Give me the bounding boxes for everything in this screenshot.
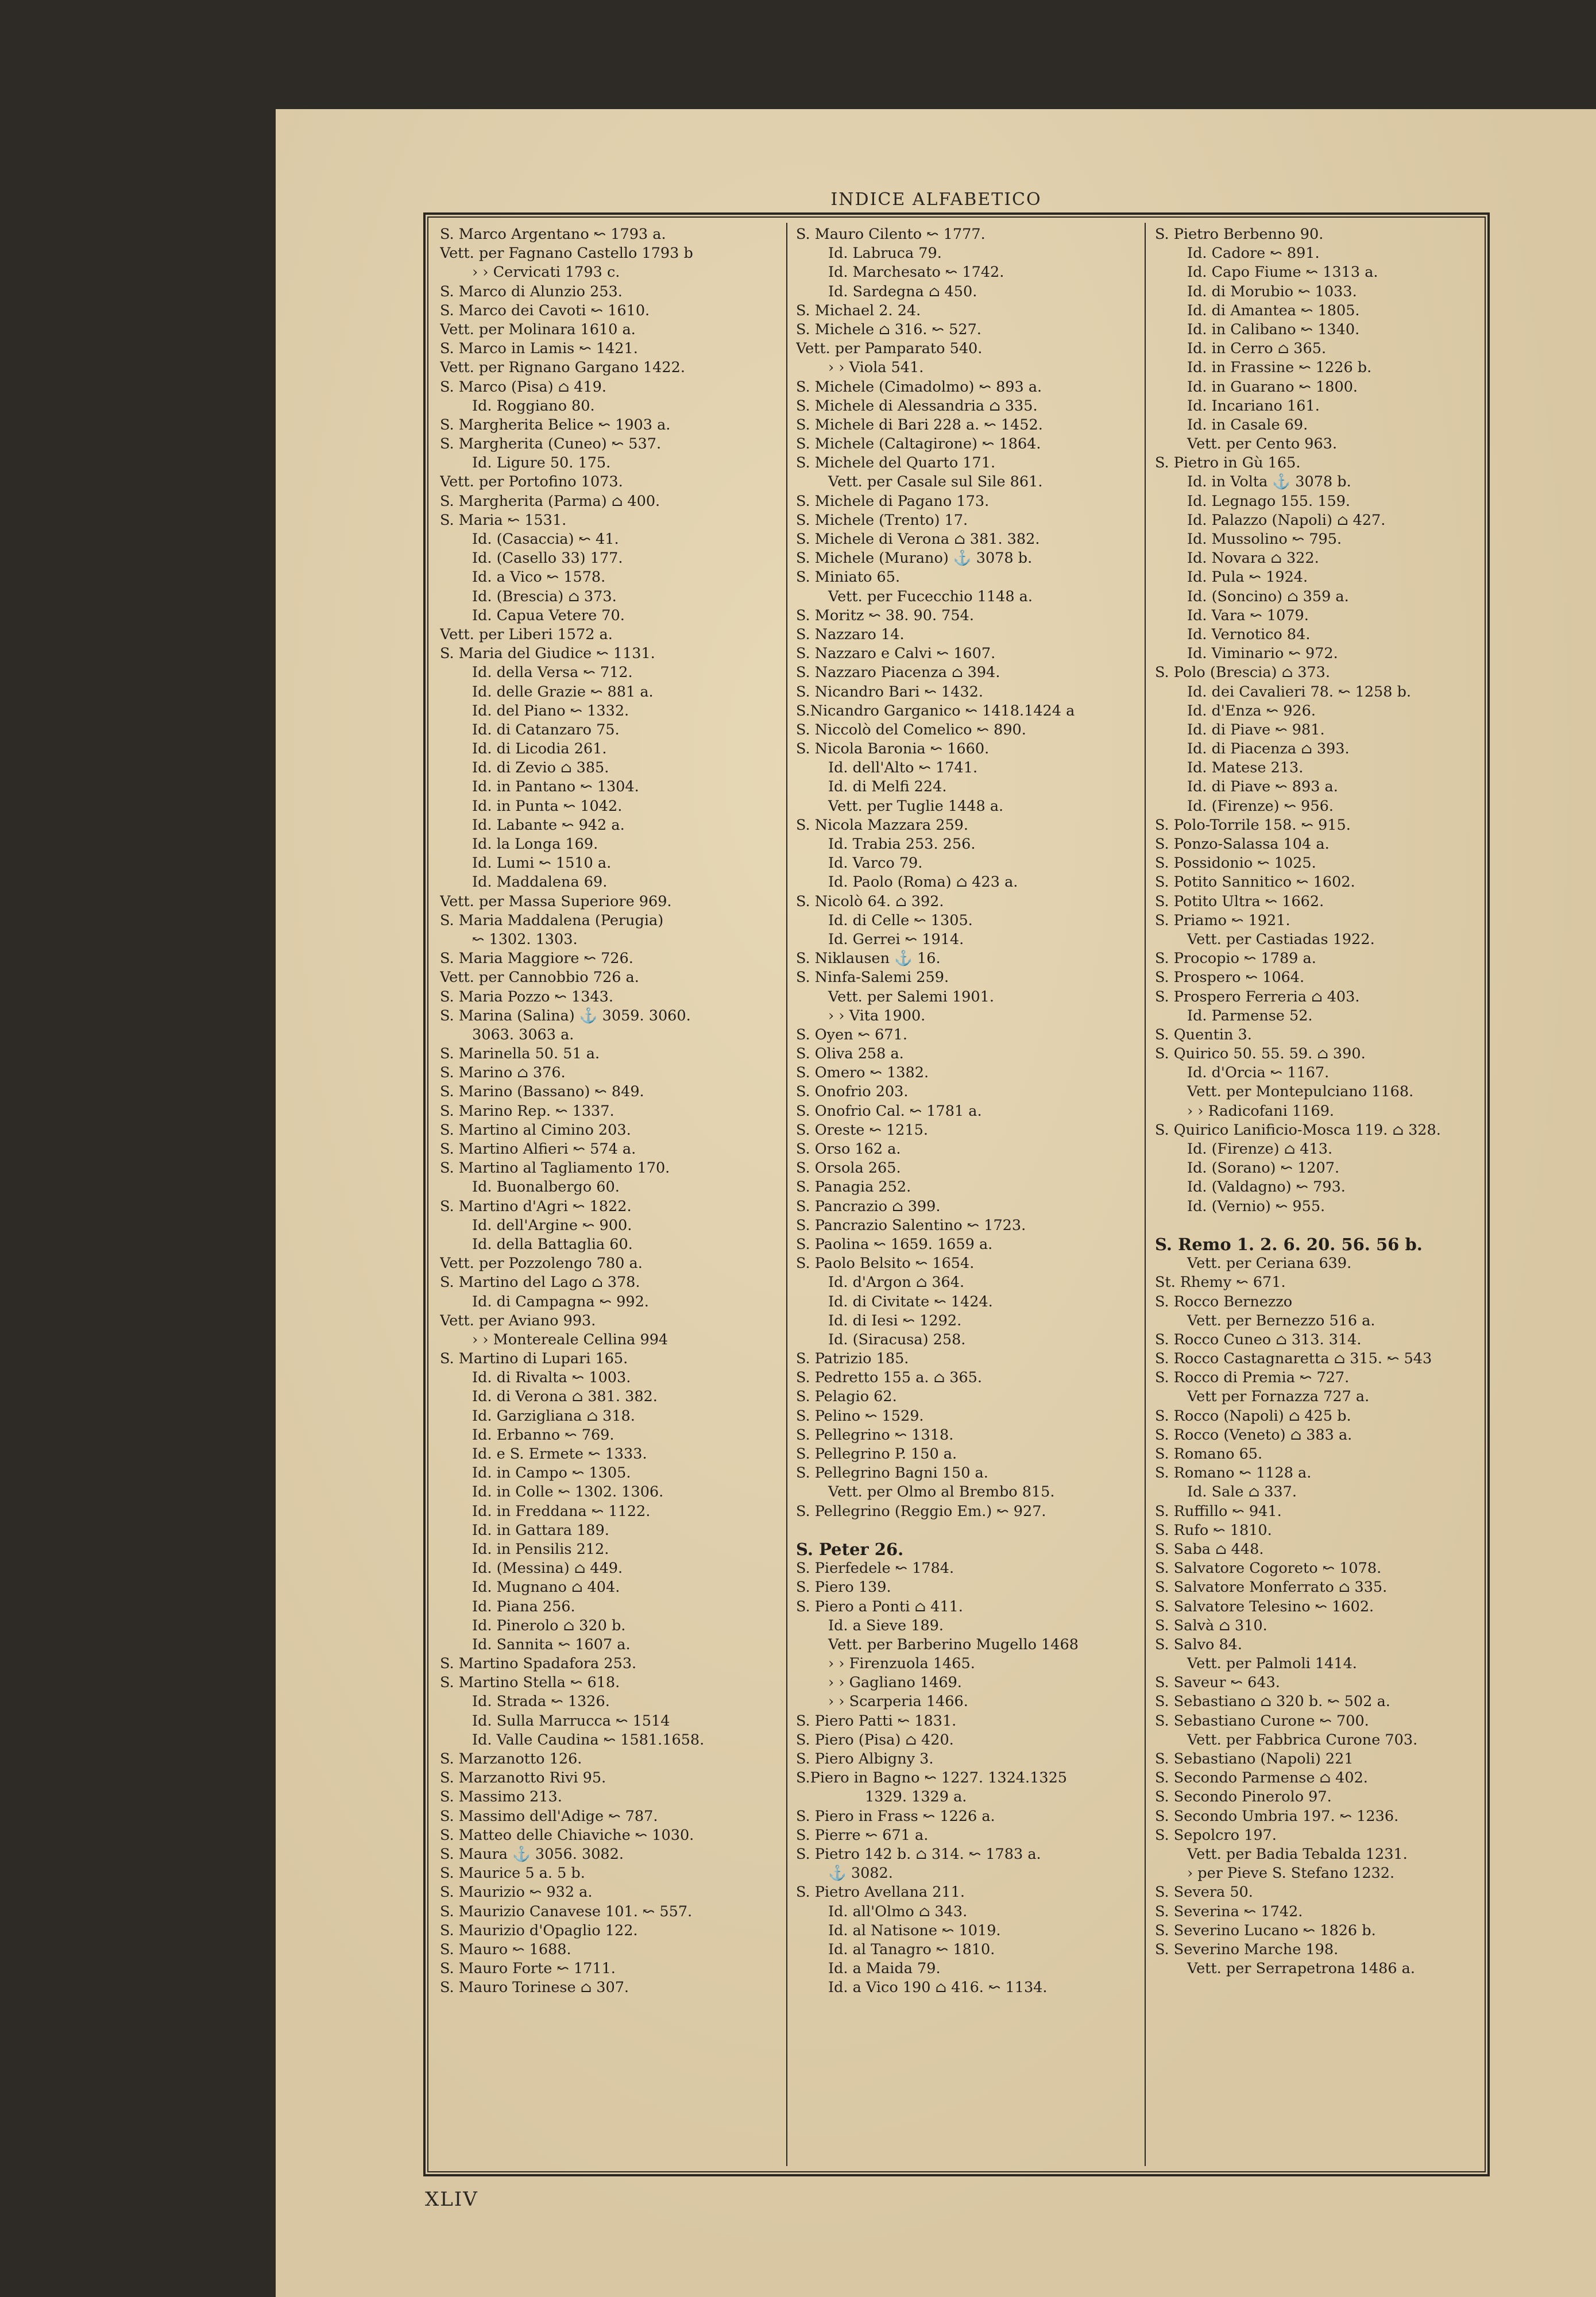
index-entry: S. Maria Pozzo ↜ 1343. [440, 988, 614, 1006]
index-entry: › per Pieve S. Stefano 1232. [1187, 1865, 1395, 1882]
index-entry: S. Miniato 65. [796, 569, 901, 586]
index-entry: Id. (Brescia) ⌂ 373. [472, 587, 617, 605]
index-entry: S. Omero ↜ 1382. [796, 1064, 929, 1082]
index-entry: Vett. per Casale sul Sile 861. [828, 473, 1043, 491]
index-entry: Id. Incariano 161. [1187, 397, 1320, 415]
index-entry: Id. in Colle ↜ 1302. 1306. [472, 1483, 664, 1501]
index-entry: S. Marco Argentano ↜ 1793 a. [440, 226, 666, 243]
index-entry: S. Marco in Lamis ↜ 1421. [440, 340, 638, 358]
index-entry: S. Oyen ↜ 671. [796, 1026, 907, 1043]
index-entry: S. Mauro Cilento ↜ 1777. [796, 226, 986, 243]
index-entry: S. Onofrio 203. [796, 1083, 909, 1101]
index-entry: S. Maurice 5 a. 5 b. [440, 1865, 585, 1882]
index-entry: S. Severino Marche 198. [1155, 1940, 1339, 1958]
index-entry: S. Pierre ↜ 671 a. [796, 1826, 929, 1844]
index-entry: Id. a Vico 190 ⌂ 416. ↜ 1134. [828, 1979, 1048, 1997]
index-entry: S. Martino Alfieri ↜ 574 a. [440, 1140, 636, 1158]
index-entry: Vett. per Fucecchio 1148 a. [828, 587, 1033, 605]
index-entry: Vett. per Olmo al Brembo 815. [828, 1483, 1055, 1501]
index-entry: S. Michael 2. 24. [796, 301, 921, 319]
index-entry: S. Martino al Tagliamento 170. [440, 1159, 670, 1177]
index-entry: S. Michele di Verona ⌂ 381. 382. [796, 531, 1040, 548]
index-entry: S. Rocco di Premia ↜ 727. [1155, 1369, 1350, 1387]
index-entry: S. Prospero ↜ 1064. [1155, 969, 1305, 987]
index-entry: S. Severina ↜ 1742. [1155, 1902, 1303, 1920]
index-entry: Id. (Messina) ⌂ 449. [472, 1560, 623, 1577]
index-entry: S. Quirico Lanificio-Mosca 119. ⌂ 328. [1155, 1121, 1441, 1139]
index-entry: Id. Mussolino ↜ 795. [1187, 531, 1342, 548]
index-entry: S. Rocco Castagnaretta ⌂ 315. ↜ 543 [1155, 1350, 1432, 1368]
index-entry: Vett. per Aviano 993. [440, 1312, 596, 1329]
index-entry: 3063. 3063 a. [472, 1026, 574, 1043]
index-entry: S. Pancrazio Salentino ↜ 1723. [796, 1216, 1026, 1234]
index-entry: Id. Cadore ↜ 891. [1187, 245, 1320, 262]
page [276, 109, 1596, 2297]
index-entry: S. Pietro Avellana 211. [796, 1884, 965, 1901]
index-entry: Vett. per Serrapetrona 1486 a. [1187, 1960, 1415, 1978]
index-entry: S. Saveur ↜ 643. [1155, 1674, 1280, 1692]
index-entry: S. Rocco (Napoli) ⌂ 425 b. [1155, 1407, 1351, 1425]
index-entry: ↜ 1302. 1303. [472, 930, 578, 948]
index-entry: S. Salvà ⌂ 310. [1155, 1617, 1267, 1634]
index-entry: S. Piero Patti ↜ 1831. [796, 1712, 957, 1730]
index-entry: S. Paolo Belsito ↜ 1654. [796, 1255, 975, 1273]
index-entry: S. Oreste ↜ 1215. [796, 1121, 928, 1139]
index-entry: Id. dei Cavalieri 78. ↜ 1258 b. [1187, 683, 1412, 701]
index-entry: Id. a Vico ↜ 1578. [472, 569, 606, 586]
index-entry: S. Rocco Cuneo ⌂ 313. 314. [1155, 1331, 1362, 1348]
page-number: XLIV [425, 2188, 478, 2211]
index-entry: Id. Trabia 253. 256. [828, 836, 976, 853]
index-entry: S. Pietro in Gù 165. [1155, 454, 1301, 472]
index-entry: S. Maria Maggiore ↜ 726. [440, 950, 633, 968]
index-entry: Id. Erbanno ↜ 769. [472, 1426, 615, 1444]
index-entry: S. Nicola Baronia ↜ 1660. [796, 740, 990, 758]
column-rule [1145, 223, 1146, 2166]
index-entry: S. Sepolcro 197. [1155, 1826, 1277, 1844]
index-entry: Id. di Piave ↜ 981. [1187, 721, 1325, 738]
index-entry: Id. Mugnano ⌂ 404. [472, 1579, 620, 1596]
index-entry: Id. Matese 213. [1187, 759, 1304, 777]
index-entry: Id. la Longa 169. [472, 836, 598, 853]
index-entry: Id. al Tanagro ↜ 1810. [828, 1940, 995, 1958]
index-entry: Vett. per Pozzolengo 780 a. [440, 1255, 643, 1273]
index-entry: S. Niklausen ⚓ 16. [796, 950, 941, 968]
index-entry: S. Michele del Quarto 171. [796, 454, 996, 472]
index-entry: Id. Sannita ↜ 1607 a. [472, 1635, 631, 1653]
index-entry: Id. Vernotico 84. [1187, 625, 1311, 643]
index-entry: S. Nicolò 64. ⌂ 392. [796, 892, 944, 910]
index-entry: S. Nazzaro Piacenza ⌂ 394. [796, 664, 1000, 682]
index-entry: Id. Piana 256. [472, 1598, 575, 1615]
index-entry: Id. Valle Caudina ↜ 1581.1658. [472, 1731, 705, 1749]
index-entry: S. Nazzaro 14. [796, 625, 905, 643]
index-entry: S. Mauro ↜ 1688. [440, 1940, 571, 1958]
index-entry: S. Nazzaro e Calvi ↜ 1607. [796, 645, 996, 663]
index-entry: Id. Sardegna ⌂ 450. [828, 283, 977, 300]
index-entry: Id. Labruca 79. [828, 245, 942, 262]
index-entry: S. Oliva 258 a. [796, 1045, 904, 1063]
index-entry: S. Quentin 3. [1155, 1026, 1252, 1043]
index-entry: Vett. per Fagnano Castello 1793 b [440, 245, 693, 262]
index-entry: Id. Pula ↜ 1924. [1187, 569, 1308, 586]
index-entry: S. Piero 139. [796, 1579, 891, 1596]
index-entry: S. Mauro Forte ↜ 1711. [440, 1960, 616, 1978]
index-column-3 [1155, 225, 1482, 2168]
index-entry: Id. di Licodia 261. [472, 740, 607, 758]
index-entry: › › Firenzuola 1465. [828, 1655, 975, 1673]
index-entry: Id. (Casaccia) ↜ 41. [472, 531, 619, 548]
index-entry: Id. Capua Vetere 70. [472, 606, 625, 624]
index-entry: S. Nicola Mazzara 259. [796, 816, 968, 834]
index-entry: S. Panagia 252. [796, 1178, 911, 1196]
index-entry: Id. (Soncino) ⌂ 359 a. [1187, 587, 1349, 605]
index-entry: Id. di Campagna ↜ 992. [472, 1293, 649, 1310]
index-entry: Id. in Punta ↜ 1042. [472, 797, 623, 815]
index-entry: S. Pelagio 62. [796, 1388, 897, 1406]
index-entry: Id. delle Grazie ↜ 881 a. [472, 683, 654, 701]
index-entry: S. Priamo ↜ 1921. [1155, 911, 1290, 929]
index-entry: S. Maurizio ↜ 932 a. [440, 1884, 593, 1901]
index-entry: Vett. per Cannobbio 726 a. [440, 969, 639, 987]
index-entry: S. Orso 162 a. [796, 1140, 901, 1158]
index-entry: Id. Marchesato ↜ 1742. [828, 264, 1004, 281]
index-entry: Id. in Calibano ↜ 1340. [1187, 320, 1360, 338]
index-entry: S. Matteo delle Chiaviche ↜ 1030. [440, 1826, 694, 1844]
index-entry: S. Marina (Salina) ⚓ 3059. 3060. [440, 1007, 691, 1024]
index-entry: Id. in Guarano ↜ 1800. [1187, 378, 1358, 396]
index-entry: Id. in Campo ↜ 1305. [472, 1464, 631, 1482]
index-entry: Id. Lumi ↜ 1510 a. [472, 854, 612, 872]
index-entry: S. Pellegrino ↜ 1318. [796, 1426, 954, 1444]
index-entry: Vett. per Fabbrica Curone 703. [1187, 1731, 1418, 1749]
index-entry: › › Cervicati 1793 c. [472, 264, 620, 281]
index-entry: S. Massimo 213. [440, 1788, 562, 1806]
index-entry: Id. d'Orcia ↜ 1167. [1187, 1064, 1330, 1082]
index-entry: S. Marco di Alunzio 253. [440, 283, 623, 300]
index-entry: S. Martino d'Agri ↜ 1822. [440, 1197, 632, 1215]
index-entry: Id. Varco 79. [828, 854, 923, 872]
index-entry: S. Margherita (Cuneo) ↜ 537. [440, 435, 662, 453]
index-entry: S. Mauro Torinese ⌂ 307. [440, 1979, 629, 1997]
index-entry: Id. Vara ↜ 1079. [1187, 606, 1309, 624]
index-entry: Vett. per Cento 963. [1187, 435, 1338, 453]
index-entry: S. Remo 1. 2. 6. 20. 56. 56 b. [1155, 1234, 1423, 1254]
index-entry: S. Michele di Pagano 173. [796, 492, 990, 510]
index-entry: Vett per Fornazza 727 a. [1187, 1388, 1370, 1406]
index-entry: S. Paolina ↜ 1659. 1659 a. [796, 1235, 993, 1253]
index-entry: Vett. per Rignano Gargano 1422. [440, 359, 685, 377]
index-entry: Vett. per Palmoli 1414. [1187, 1655, 1357, 1673]
index-entry: S. Procopio ↜ 1789 a. [1155, 950, 1316, 968]
index-entry: S. Rocco Bernezzo [1155, 1293, 1293, 1310]
index-entry: S. Michele (Murano) ⚓ 3078 b. [796, 550, 1033, 567]
index-entry: S. Marco dei Cavoti ↜ 1610. [440, 301, 650, 319]
index-column-1 [440, 225, 779, 2168]
index-entry: Id. Ligure 50. 175. [472, 454, 611, 472]
index-entry: S. Secondo Pinerolo 97. [1155, 1788, 1332, 1806]
index-entry: › › Scarperia 1466. [828, 1693, 968, 1711]
index-entry: S. Martino Stella ↜ 618. [440, 1674, 620, 1692]
index-entry: S. Salvo 84. [1155, 1635, 1243, 1653]
index-entry: St. Rhemy ↜ 671. [1155, 1274, 1286, 1291]
index-entry: S. Rufo ↜ 1810. [1155, 1521, 1272, 1539]
index-entry: Id. Labante ↜ 942 a. [472, 816, 625, 834]
index-entry: Vett. per Ceriana 639. [1187, 1255, 1352, 1273]
index-entry: S. Piero (Pisa) ⌂ 420. [796, 1731, 954, 1749]
index-entry: Id. dell'Alto ↜ 1741. [828, 759, 978, 777]
index-entry: 1329. 1329 a. [865, 1788, 967, 1806]
index-entry: S. Massimo dell'Adige ↜ 787. [440, 1807, 658, 1825]
index-entry: S. Marino Rep. ↜ 1337. [440, 1102, 615, 1120]
index-entry: S. Severino Lucano ↜ 1826 b. [1155, 1921, 1376, 1939]
index-entry: S. Pierfedele ↜ 1784. [796, 1560, 954, 1577]
index-entry: S. Martino al Cimino 203. [440, 1121, 631, 1139]
index-entry: Id. (Casello 33) 177. [472, 550, 623, 567]
index-entry: Vett. per Massa Superiore 969. [440, 892, 672, 910]
index-entry: S. Patrizio 185. [796, 1350, 909, 1368]
index-entry: Id. Sale ⌂ 337. [1187, 1483, 1297, 1501]
page-header: INDICE ALFABETICO [830, 190, 1042, 210]
index-entry: S. Ruffillo ↜ 941. [1155, 1502, 1282, 1520]
index-column-2 [796, 225, 1135, 2168]
index-entry: S. Margherita Belice ↜ 1903 a. [440, 416, 671, 434]
index-entry: Id. all'Olmo ⌂ 343. [828, 1902, 968, 1920]
index-entry: S. Marino ⌂ 376. [440, 1064, 566, 1082]
index-entry: S. Romano 65. [1155, 1445, 1263, 1463]
index-entry: S. Michele (Caltagirone) ↜ 1864. [796, 435, 1041, 453]
index-entry: S. Maurizio d'Opaglio 122. [440, 1921, 638, 1939]
index-entry: S. Polo (Brescia) ⌂ 373. [1155, 664, 1330, 682]
index-entry: ⚓ 3082. [828, 1865, 893, 1882]
index-entry: S. Marino (Bassano) ↜ 849. [440, 1083, 644, 1101]
index-entry: Id. e S. Ermete ↜ 1333. [472, 1445, 647, 1463]
index-entry: Id. Viminario ↜ 972. [1187, 645, 1338, 663]
index-entry: S. Quirico 50. 55. 59. ⌂ 390. [1155, 1045, 1366, 1063]
index-entry: Id. a Maida 79. [828, 1960, 941, 1978]
index-entry: S. Possidonio ↜ 1025. [1155, 854, 1316, 872]
index-entry: › › Radicofani 1169. [1187, 1102, 1335, 1120]
index-entry: Id. d'Argon ⌂ 364. [828, 1274, 965, 1291]
index-entry: S. Marco (Pisa) ⌂ 419. [440, 378, 606, 396]
index-entry [1155, 1216, 1482, 1235]
index-entry: Id. al Natisone ↜ 1019. [828, 1921, 1001, 1939]
index-entry: Id. di Piave ↜ 893 a. [1187, 778, 1338, 796]
index-entry: Vett. per Liberi 1572 a. [440, 625, 613, 643]
index-entry: S. Martino Spadafora 253. [440, 1655, 637, 1673]
index-entry: S. Marzanotto 126. [440, 1750, 582, 1768]
index-entry: S. Maurizio Canavese 101. ↜ 557. [440, 1902, 693, 1920]
index-entry: Id. Garzigliana ⌂ 318. [472, 1407, 635, 1425]
index-entry: S. Piero in Frass ↜ 1226 a. [796, 1807, 995, 1825]
index-entry: Id. d'Enza ↜ 926. [1187, 702, 1316, 720]
index-entry: S. Secondo Parmense ⌂ 402. [1155, 1769, 1368, 1787]
index-entry: S. Maura ⚓ 3056. 3082. [440, 1845, 624, 1863]
index-entry: Id. della Battaglia 60. [472, 1235, 633, 1253]
index-entry: S. Pietro Berbenno 90. [1155, 226, 1324, 243]
index-entry: › › Viola 541. [828, 359, 924, 377]
index-entry: Vett. per Molinara 1610 a. [440, 320, 636, 338]
index-entry: Id. del Piano ↜ 1332. [472, 702, 629, 720]
index-entry: Id. Roggiano 80. [472, 397, 595, 415]
index-entry: S.Piero in Bagno ↜ 1227. 1324.1325 [796, 1769, 1068, 1787]
index-entry: Id. Parmense 52. [1187, 1007, 1313, 1024]
index-entry: S. Marinella 50. 51 a. [440, 1045, 600, 1063]
index-entry: Vett. per Barberino Mugello 1468 [828, 1635, 1079, 1653]
index-entry: › › Gagliano 1469. [828, 1674, 962, 1692]
index-entry: Id. Buonalbergo 60. [472, 1178, 620, 1196]
index-entry: S. Pelino ↜ 1529. [796, 1407, 924, 1425]
index-entry: S. Polo-Torrile 158. ↜ 915. [1155, 816, 1351, 834]
index-entry: Id. (Firenze) ↜ 956. [1187, 797, 1334, 815]
index-entry: S. Maria del Giudice ↜ 1131. [440, 645, 655, 663]
index-entry: Id. a Sieve 189. [828, 1617, 944, 1634]
index-entry: S. Michele (Cimadolmo) ↜ 893 a. [796, 378, 1042, 396]
index-entry: › › Montereale Cellina 994 [472, 1331, 668, 1348]
index-entry: S. Salvatore Monferrato ⌂ 335. [1155, 1579, 1388, 1596]
index-entry: Id. di Amantea ↜ 1805. [1187, 301, 1360, 319]
index-entry: Id. in Cerro ⌂ 365. [1187, 340, 1327, 358]
index-entry: S. Piero a Ponti ⌂ 411. [796, 1598, 963, 1615]
index-entry: S. Moritz ↜ 38. 90. 754. [796, 606, 974, 624]
index-entry: Id. in Frassine ↜ 1226 b. [1187, 359, 1372, 377]
index-entry: Id. dell'Argine ↜ 900. [472, 1216, 632, 1234]
index-entry: S. Maria ↜ 1531. [440, 511, 567, 529]
index-entry: Vett. per Portofino 1073. [440, 473, 623, 491]
index-entry [796, 1521, 1135, 1540]
index-entry: Id. Legnago 155. 159. [1187, 492, 1351, 510]
index-entry: Vett. per Badia Tebalda 1231. [1187, 1845, 1408, 1863]
index-entry: S. Potito Sannitico ↜ 1602. [1155, 873, 1355, 891]
index-entry: Id. Paolo (Roma) ⌂ 423 a. [828, 873, 1018, 891]
index-entry: S. Pancrazio ⌂ 399. [796, 1197, 941, 1215]
index-entry: S. Romano ↜ 1128 a. [1155, 1464, 1312, 1482]
index-entry: Id. della Versa ↜ 712. [472, 664, 633, 682]
index-entry: Id. (Valdagno) ↜ 793. [1187, 1178, 1346, 1196]
index-entry: S. Pedretto 155 a. ⌂ 365. [796, 1369, 982, 1387]
index-entry: Id. di Iesi ↜ 1292. [828, 1312, 962, 1329]
index-entry: Id. Pinerolo ⌂ 320 b. [472, 1617, 626, 1634]
index-entry: S. Rocco (Veneto) ⌂ 383 a. [1155, 1426, 1352, 1444]
index-entry: Id. in Gattara 189. [472, 1521, 609, 1539]
index-entry: S. Nicandro Bari ↜ 1432. [796, 683, 983, 701]
index-entry: S. Pellegrino P. 150 a. [796, 1445, 957, 1463]
index-entry: S. Sebastiano ⌂ 320 b. ↜ 502 a. [1155, 1693, 1390, 1711]
index-entry: S. Pellegrino (Reggio Em.) ↜ 927. [796, 1502, 1046, 1520]
index-entry: Id. (Siracusa) 258. [828, 1331, 966, 1348]
index-entry: Id. Maddalena 69. [472, 873, 608, 891]
index-entry: Id. Strada ↜ 1326. [472, 1693, 610, 1711]
index-entry: S. Marzanotto Rivi 95. [440, 1769, 606, 1787]
index-entry: S. Michele (Trento) 17. [796, 511, 968, 529]
index-entry: Id. Capo Fiume ↜ 1313 a. [1187, 264, 1378, 281]
index-entry: Id. di Catanzaro 75. [472, 721, 620, 738]
index-entry: S. Pellegrino Bagni 150 a. [796, 1464, 988, 1482]
index-entry: S. Salvatore Cogoreto ↜ 1078. [1155, 1560, 1382, 1577]
column-rule [786, 223, 787, 2166]
index-entry: S. Sebastiano Curone ↜ 700. [1155, 1712, 1369, 1730]
index-entry: Id. in Freddana ↜ 1122. [472, 1502, 651, 1520]
index-entry: S. Piero Albigny 3. [796, 1750, 934, 1768]
index-entry: S. Orsola 265. [796, 1159, 901, 1177]
index-entry: S. Sebastiano (Napoli) 221 [1155, 1750, 1354, 1768]
index-entry: S. Salvatore Telesino ↜ 1602. [1155, 1598, 1374, 1615]
index-entry: Id. in Casale 69. [1187, 416, 1308, 434]
index-entry: Id. di Piacenza ⌂ 393. [1187, 740, 1350, 758]
index-entry: S. Potito Ultra ↜ 1662. [1155, 892, 1324, 910]
index-entry: S. Ponzo-Salassa 104 a. [1155, 836, 1330, 853]
index-entry: Id. (Sorano) ↜ 1207. [1187, 1159, 1340, 1177]
index-entry: Vett. per Bernezzo 516 a. [1187, 1312, 1375, 1329]
index-entry: S. Margherita (Parma) ⌂ 400. [440, 492, 660, 510]
index-entry: Id. di Civitate ↜ 1424. [828, 1293, 993, 1310]
index-entry: Id. di Melfi 224. [828, 778, 947, 796]
index-entry: Id. di Zevio ⌂ 385. [472, 759, 609, 777]
index-entry: S. Severa 50. [1155, 1884, 1253, 1901]
index-entry: Id. di Celle ↜ 1305. [828, 911, 973, 929]
index-entry: S. Secondo Umbria 197. ↜ 1236. [1155, 1807, 1399, 1825]
index-entry: Id. di Verona ⌂ 381. 382. [472, 1388, 658, 1406]
index-entry: Id. in Pensilis 212. [472, 1540, 609, 1558]
index-entry: Id. (Firenze) ⌂ 413. [1187, 1140, 1333, 1158]
index-entry: S. Peter 26. [796, 1539, 904, 1559]
index-frame [423, 212, 1490, 2176]
index-entry: Id. (Vernio) ↜ 955. [1187, 1197, 1326, 1215]
index-entry: S. Martino del Lago ⌂ 378. [440, 1274, 640, 1291]
index-entry: S. Martino di Lupari 165. [440, 1350, 628, 1368]
index-entry: S. Niccolò del Comelico ↜ 890. [796, 721, 1026, 738]
index-entry: Id. Sulla Marrucca ↜ 1514 [472, 1712, 670, 1730]
index-entry: Id. Gerrei ↜ 1914. [828, 930, 964, 948]
index-entry: Vett. per Tuglie 1448 a. [828, 797, 1004, 815]
index-entry: S.Nicandro Garganico ↜ 1418.1424 a [796, 702, 1075, 720]
index-entry: Id. Palazzo (Napoli) ⌂ 427. [1187, 511, 1386, 529]
index-entry: S. Saba ⌂ 448. [1155, 1540, 1264, 1558]
index-entry: Id. di Morubio ↜ 1033. [1187, 283, 1357, 300]
index-entry: Vett. per Salemi 1901. [828, 988, 994, 1006]
index-entry: › › Vita 1900. [828, 1007, 926, 1024]
index-entry: Id. di Rivalta ↜ 1003. [472, 1369, 631, 1387]
index-entry: Id. in Volta ⚓ 3078 b. [1187, 473, 1351, 491]
index-entry: S. Ninfa-Salemi 259. [796, 969, 949, 987]
index-entry: Vett. per Castiadas 1922. [1187, 930, 1375, 948]
index-entry: S. Maria Maddalena (Perugia) [440, 911, 664, 929]
index-entry: Id. in Pantano ↜ 1304. [472, 778, 639, 796]
index-entry: S. Prospero Ferreria ⌂ 403. [1155, 988, 1360, 1006]
index-entry: S. Michele di Alessandria ⌂ 335. [796, 397, 1038, 415]
index-entry: S. Michele di Bari 228 a. ↜ 1452. [796, 416, 1043, 434]
index-entry: S. Pietro 142 b. ⌂ 314. ↜ 1783 a. [796, 1845, 1041, 1863]
index-entry: S. Michele ⌂ 316. ↜ 527. [796, 320, 981, 338]
index-entry: Id. Novara ⌂ 322. [1187, 550, 1319, 567]
index-entry: Vett. per Pamparato 540. [796, 340, 983, 358]
index-entry: S. Onofrio Cal. ↜ 1781 a. [796, 1102, 982, 1120]
index-entry: Vett. per Montepulciano 1168. [1187, 1083, 1414, 1101]
